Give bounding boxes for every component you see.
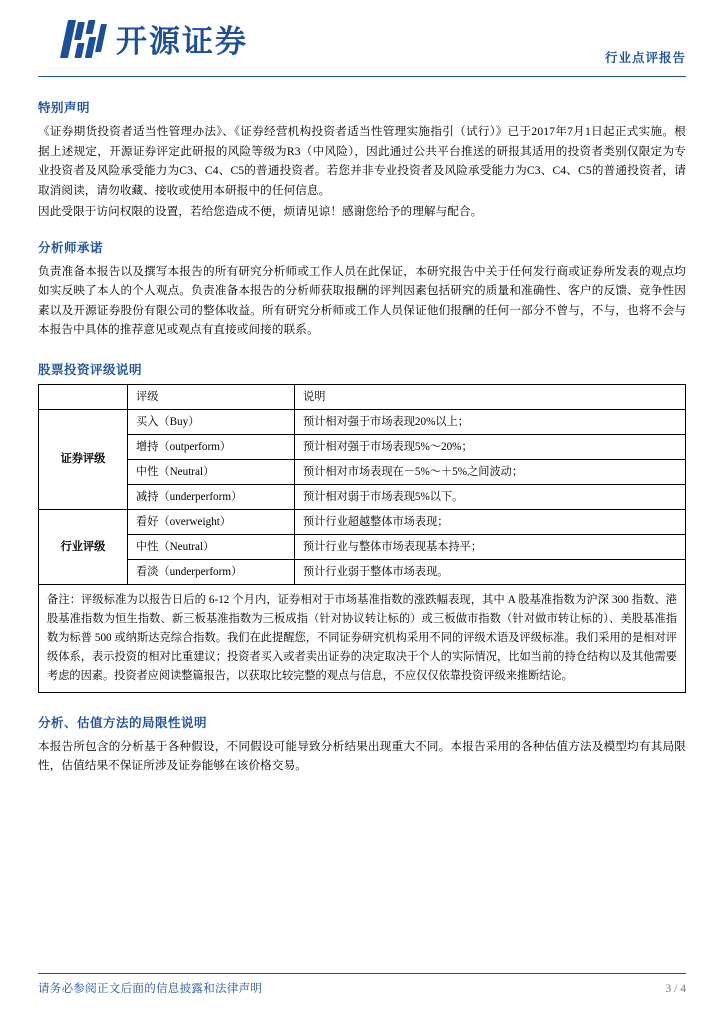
rating-table-note: 备注：评级标准为以报告日后的 6-12 个月内，证券相对于市场基准指数的涨跌幅表现，其中 A 股基准指数为沪深 300 指数、港股基准指数为恒生指数、新三板基准指数为三板成指（针对协议转让标的）或三板做市指数（针对做市转让标的）、美股基准指数为标普 500 或纳斯达克综合指数。我们在此提醒您，不同证券研究机构采用不同的评级术语及评级标准。我们采用的是相对评级体系，表示投资的相对比重建议；投资者买入或者卖出证券的决定取决于个人的实际情况，比如当前的持仓结构以及其他需要考虑的因素。投资者应阅读整篇报告，以获取比较完整的观点与信息，不应仅仅依靠投资评级来推断结论。 — [39, 584, 686, 692]
footer-divider — [38, 973, 686, 974]
page-number: 3 / 4 — [665, 983, 686, 995]
section-title-limitations: 分析、估值方法的局限性说明 — [38, 715, 208, 730]
table-header-row — [39, 384, 686, 409]
table-row — [39, 409, 686, 434]
header-divider — [38, 76, 686, 77]
rating-label: 看淡（underperform） — [128, 559, 295, 584]
document-type-label: 行业点评报告 — [604, 51, 686, 65]
special-statement-paragraph-1: 《证券期货投资者适当性管理办法》、《证券经营机构投资者适当性管理实施指引（试行）》已于2017年7月1日起正式实施。根据上述规定，开源证券评定此研报的风险等级为R3（中风险），因此通过公共平台推送的研报其适用的投资者类别仅限定为专业投资者及风险承受能力为C3、C4、C5的普通投资者。若您并非专业投资者及风险承受能力为C3、C4、C5的普通投资者，请取消阅读，请勿收藏、接收或使用本研报中的任何信息。 — [38, 125, 686, 197]
rating-label: 看好（overweight） — [128, 509, 295, 534]
category-securities-rating: 证券评级 — [39, 409, 128, 509]
company-logo — [62, 16, 248, 61]
rating-table — [38, 384, 686, 693]
special-statement-paragraph-2: 因此受限于访问权限的设置，若给您造成不便，烦请见谅！感谢您给予的理解与配合。 — [38, 205, 483, 218]
logo-mark-icon — [62, 18, 108, 60]
table-row — [39, 534, 686, 559]
table-row — [39, 484, 686, 509]
table-row — [39, 459, 686, 484]
table-row — [39, 559, 686, 584]
rating-description: 预计行业弱于整体市场表现。 — [295, 559, 686, 584]
rating-label: 减持（underperform） — [128, 484, 295, 509]
rating-description: 预计行业与整体市场表现基本持平； — [295, 534, 686, 559]
section-special-statement — [38, 98, 686, 222]
table-header-description: 说明 — [295, 384, 686, 409]
rating-description: 预计相对弱于市场表现5%以下。 — [295, 484, 686, 509]
table-note-row — [39, 584, 686, 692]
footer-disclaimer-note: 请务必参阅正文后面的信息披露和法律声明 — [38, 983, 263, 995]
rating-label: 买入（Buy） — [128, 409, 295, 434]
document-body — [38, 78, 686, 776]
table-row — [39, 509, 686, 534]
rating-description: 预计相对市场表现在－5%～＋5%之间波动； — [295, 459, 686, 484]
rating-label: 中性（Neutral） — [128, 534, 295, 559]
table-header-rating: 评级 — [128, 384, 295, 409]
section-rating-table — [38, 360, 686, 693]
table-header-category — [39, 384, 128, 409]
section-analyst-commitment — [38, 238, 686, 340]
section-title-rating-table: 股票投资评级说明 — [38, 362, 143, 377]
page-footer — [38, 973, 686, 996]
category-industry-rating: 行业评级 — [39, 509, 128, 584]
section-limitations — [38, 713, 686, 776]
rating-label: 增持（outperform） — [128, 434, 295, 459]
section-title-special-statement: 特别声明 — [38, 101, 91, 115]
logo-text: 开源证券 — [116, 24, 248, 59]
rating-label: 中性（Neutral） — [128, 459, 295, 484]
rating-description: 预计相对强于市场表现5%～20%； — [295, 434, 686, 459]
rating-description: 预计相对强于市场表现20%以上； — [295, 409, 686, 434]
section-title-analyst-commitment: 分析师承诺 — [38, 240, 104, 255]
analyst-commitment-paragraph-1: 负责准备本报告以及撰写本报告的所有研究分析师或工作人员在此保证，本研究报告中关于任何发行商或证券所发表的观点均如实反映了本人的个人观点。负责准备本报告的分析师获取报酬的评判因素包括研究的质量和准确性、客户的反馈、竞争性因素以及开源证券股份有限公司的整体收益。所有研究分析师或工作人员保证他们报酬的任何一部分不曾与，不与，也将不会与本报告中具体的推荐意见或观点有直接或间接的联系。 — [38, 264, 686, 336]
rating-description: 预计行业超越整体市场表现； — [295, 509, 686, 534]
table-row — [39, 434, 686, 459]
limitations-paragraph-1: 本报告所包含的分析基于各种假设，不同假设可能导致分析结果出现重大不同。本报告采用的各种估值方法及模型均有其局限性，估值结果不保证所涉及证券能够在该价格交易。 — [38, 739, 686, 772]
page-header — [38, 0, 686, 78]
